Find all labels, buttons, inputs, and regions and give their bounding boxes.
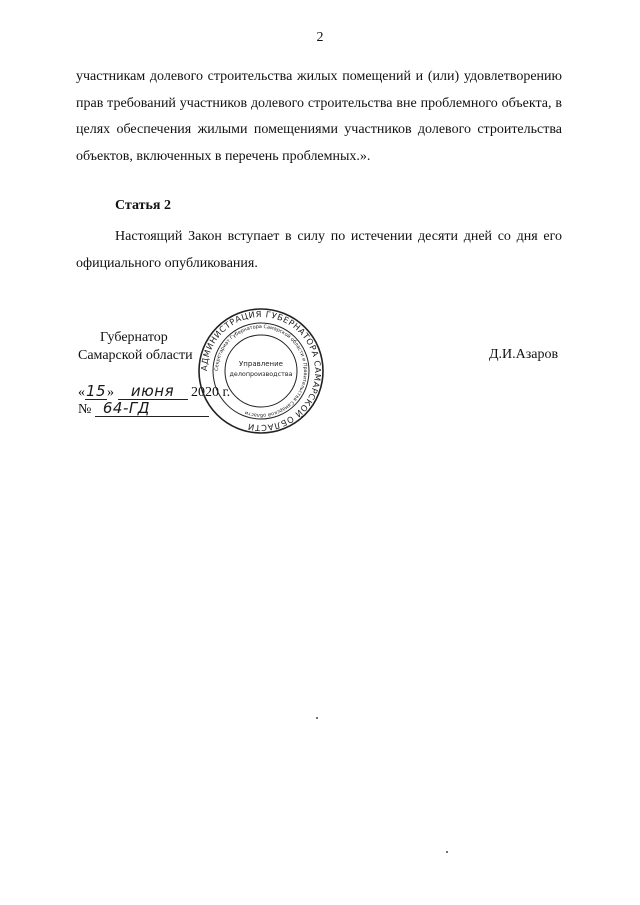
article-heading: Статья 2 — [115, 198, 171, 213]
scan-speck — [446, 851, 448, 853]
date-month: июня — [118, 383, 188, 400]
date-day: 15 — [85, 382, 107, 400]
paragraph-1 — [76, 64, 562, 170]
stamp-outer-text: АДМИНИСТРАЦИЯ ГУБЕРНАТОРА САМАРСКОЙ ОБЛАСТИ — [198, 308, 324, 434]
paragraph-2 — [76, 224, 562, 277]
official-seal-stamp — [196, 306, 326, 436]
paragraph-1-text: участникам долевого строительства жилых помещений и (или) удовлетворению прав требований участников долевого строительства вне проблемного объекта, в целях обеспечения жилыми помещениями участников долевого строительства объектов, включенных в перечень проблемных.». — [76, 69, 562, 164]
law-number-sign: № — [78, 402, 92, 417]
page-number: 2 — [316, 30, 324, 45]
date-year: 2020 г. — [191, 385, 231, 400]
law-number — [78, 400, 209, 418]
scan-speck — [316, 717, 318, 719]
stamp-center-line-2: делопроизводства — [229, 370, 293, 378]
date-open-quote: « — [78, 385, 85, 400]
law-number-value: 64-ГД — [95, 400, 209, 417]
stamp-inner-text: Секретариат Губернатора Самарской области и Правительства Самарской области — [213, 323, 309, 419]
signatory-name: Д.И.Азаров — [489, 347, 559, 362]
paragraph-2-text: Настоящий Закон вступает в силу по истечении десяти дней со дня его официального опубликования. — [76, 229, 562, 271]
signatory-position-line-2: Самарской области — [78, 348, 193, 363]
signatory-position-line-1: Губернатор — [100, 330, 168, 345]
date-close-quote: » — [107, 385, 114, 400]
stamp-center-line-1: Управление — [239, 360, 283, 368]
